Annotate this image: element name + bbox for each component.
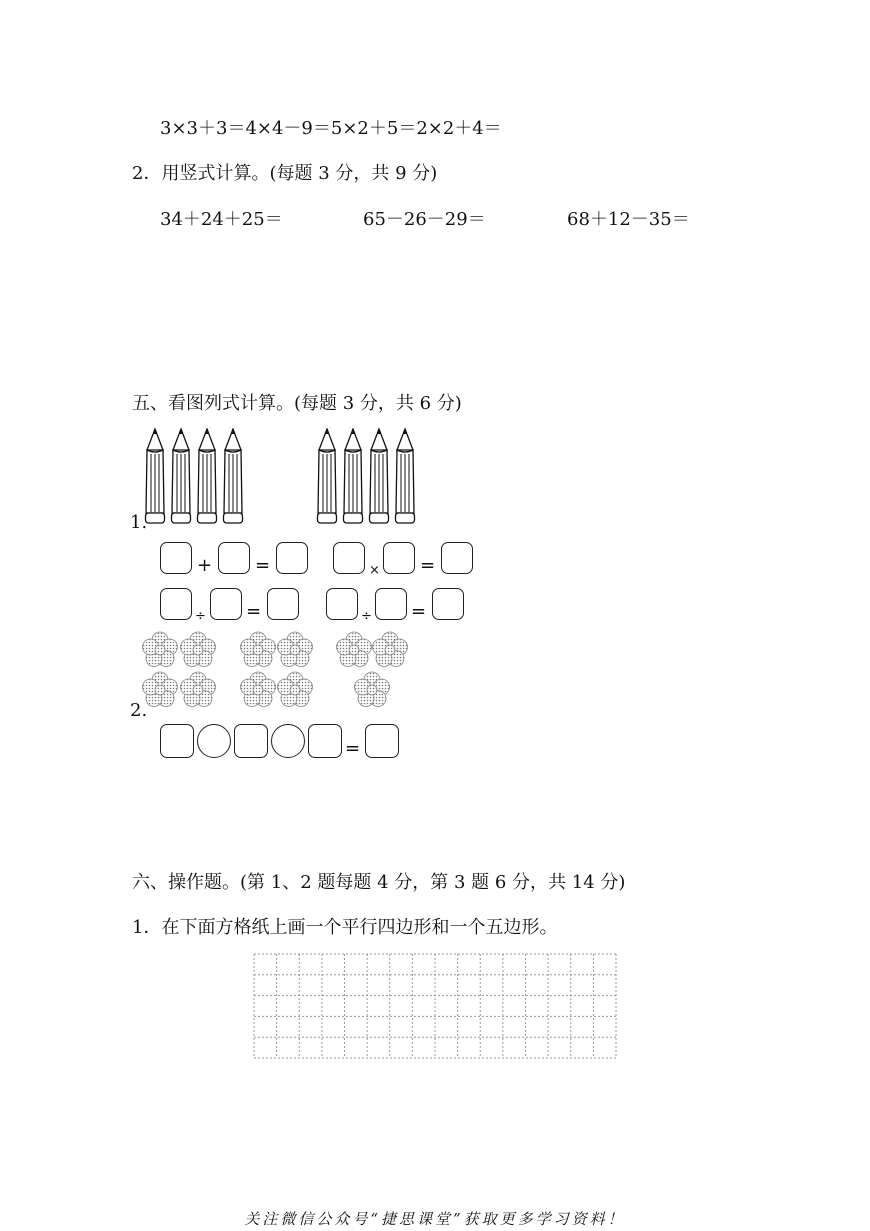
answer-box[interactable] (333, 542, 365, 574)
equals-sign: = (411, 601, 427, 622)
pencil-group-right-icon (314, 428, 426, 528)
footer-note: 关注微信公众号“捷思课堂”获取更多学习资料！ (244, 1210, 626, 1228)
equals-sign: = (255, 555, 271, 576)
question-2-title: 2．用竖式计算。(每题 3 分，共 9 分) (132, 163, 438, 184)
problem-1-label: 1. (130, 512, 148, 533)
vertical-calc-3: 68＋12－35＝ (567, 209, 690, 230)
vertical-calc-2: 65－26－29＝ (363, 209, 486, 230)
answer-box[interactable] (308, 724, 342, 758)
grid-paper[interactable] (252, 952, 618, 1060)
answer-box[interactable] (326, 588, 358, 620)
answer-box[interactable] (441, 542, 473, 574)
operator-circle[interactable] (271, 724, 305, 758)
answer-box[interactable] (432, 588, 464, 620)
divide-sign: ÷ (361, 609, 372, 624)
problem-2-label: 2. (130, 700, 148, 721)
equals-sign: = (420, 555, 436, 576)
section-6-title: 六、操作题。(第 1、2 题每题 4 分，第 3 题 6 分，共 14 分) (132, 872, 626, 893)
answer-box[interactable] (218, 542, 250, 574)
plus-sign: + (197, 555, 213, 576)
flower-group-icon (138, 628, 418, 716)
equation-row: 3×3＋3＝4×4－9＝5×2＋5＝2×2＋4＝ (160, 118, 502, 139)
section-5-title: 五、看图列式计算。(每题 3 分，共 6 分) (132, 393, 462, 414)
answer-box[interactable] (365, 724, 399, 758)
answer-box[interactable] (267, 588, 299, 620)
answer-box[interactable] (383, 542, 415, 574)
answer-box[interactable] (160, 588, 192, 620)
divide-sign: ÷ (195, 609, 206, 624)
equals-sign: = (246, 601, 262, 622)
section-6-question-1: 1．在下面方格纸上画一个平行四边形和一个五边形。 (132, 917, 558, 938)
answer-box[interactable] (276, 542, 308, 574)
pencil-group-left-icon (142, 428, 254, 528)
answer-box[interactable] (160, 542, 192, 574)
vertical-calc-1: 34＋24＋25＝ (160, 209, 283, 230)
answer-box[interactable] (160, 724, 194, 758)
answer-box[interactable] (210, 588, 242, 620)
answer-box[interactable] (375, 588, 407, 620)
times-sign: × (369, 563, 380, 578)
equals-sign: = (345, 738, 361, 759)
operator-circle[interactable] (197, 724, 231, 758)
answer-box[interactable] (234, 724, 268, 758)
